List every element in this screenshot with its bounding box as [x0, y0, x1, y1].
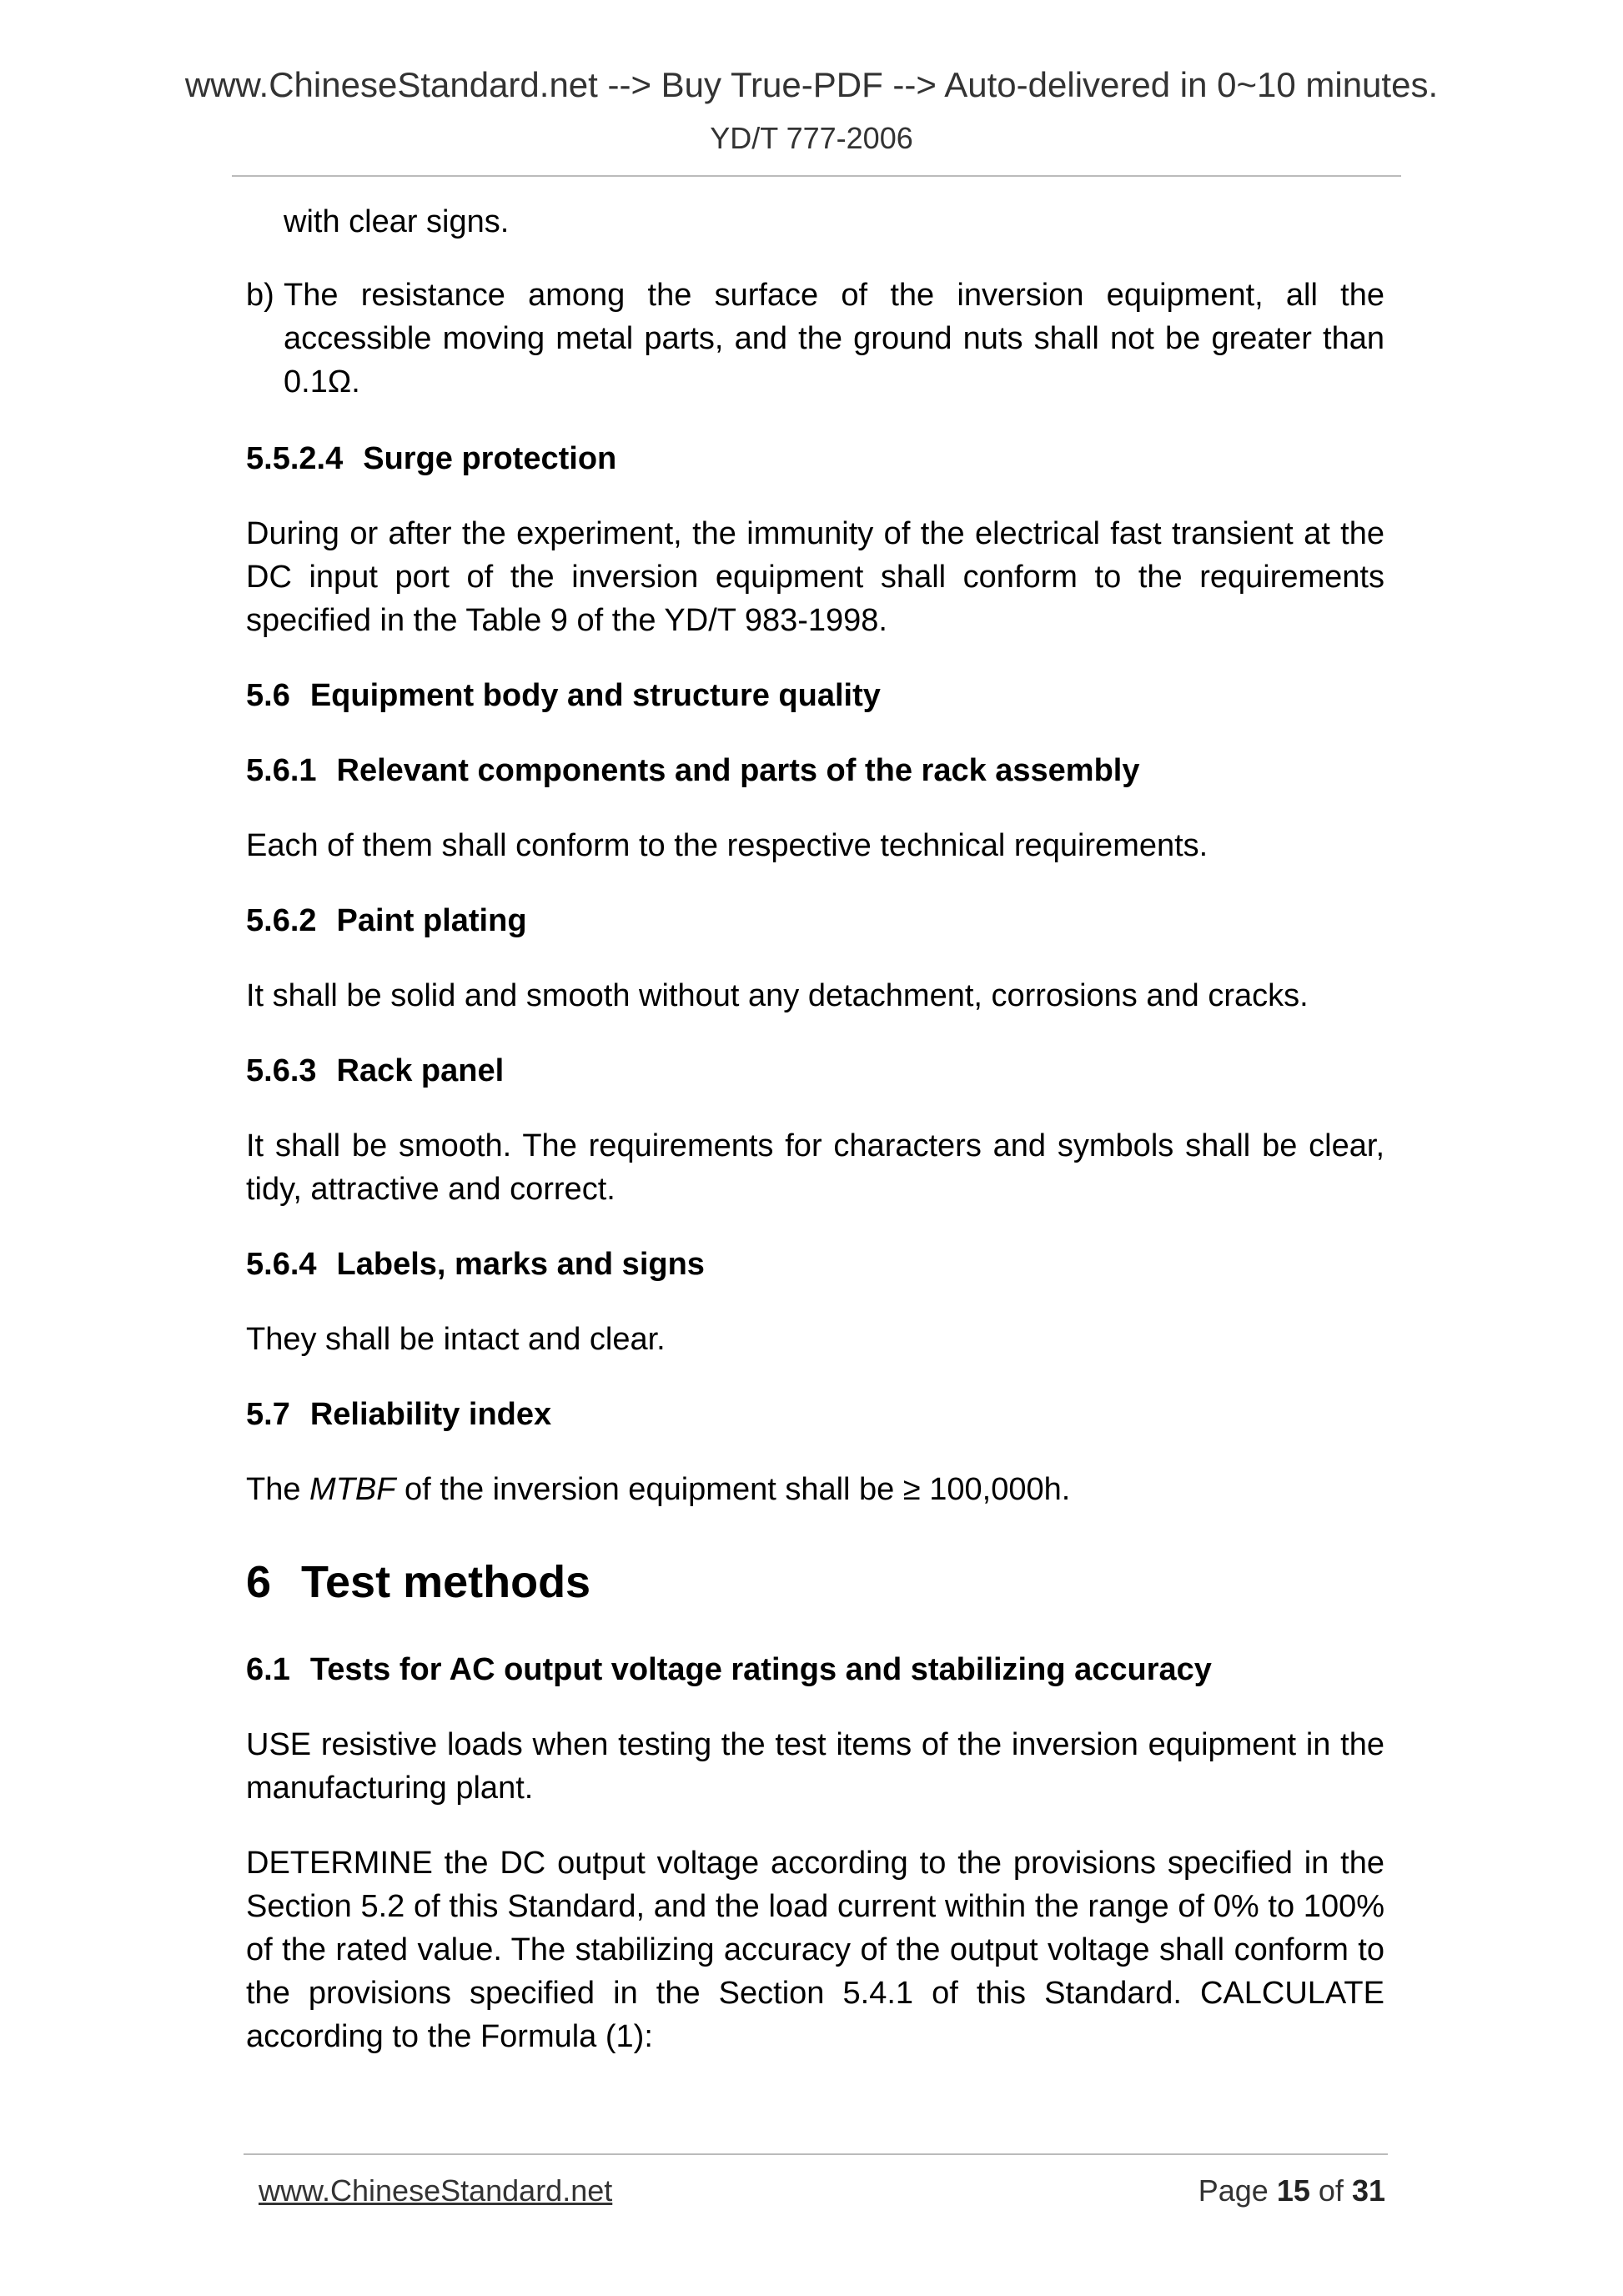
list-item-label: b) [246, 278, 274, 313]
list-item-text: The resistance among the surface of the inversion equipment, all the accessible moving metal parts, and the ground nuts shall not be greater than 0.1Ω. [284, 278, 1384, 399]
heading-5-7 [246, 1393, 1384, 1436]
section-number: 5.6.3 [246, 1053, 317, 1088]
section-title: Relevant components and parts of the rack assembly [336, 753, 1140, 788]
paragraph-5-6-4: They shall be intact and clear. [246, 1322, 666, 1357]
section-number: 5.6.1 [246, 753, 317, 788]
heading-6 [246, 1553, 1384, 1611]
paragraph-surge: During or after the experiment, the immunity of the electrical fast transient at the DC input port of the inversion equipment shall conform to the requirements specified in the Table 9 of the YD/T 983-1998. [246, 516, 1384, 638]
heading-5-6-3 [246, 1049, 1384, 1093]
paragraph-5-6-2: It shall be solid and smooth without any detachment, corrosions and cracks. [246, 978, 1309, 1013]
heading-5-5-2-4 [246, 437, 1384, 480]
section-title: Labels, marks and signs [336, 1247, 705, 1282]
term-mtbf: MTBF [309, 1472, 396, 1507]
heading-5-6-1 [246, 749, 1384, 792]
section-number: 5.6 [246, 678, 290, 713]
paragraph-6-1-b: DETERMINE the DC output voltage according to the provisions specified in the Section 5.2 of this Standard, and the load current within the range of 0% to 100% of the rated value. The stabilizing accuracy of the output voltage shall conform to the provisions specified in the Section 5.4.1 of this Standard. CALCULATE according to the Formula (1): [246, 1846, 1384, 2054]
list-item-b [246, 274, 1384, 404]
page-total: 31 [1351, 2173, 1385, 2208]
section-number: 5.7 [246, 1397, 290, 1432]
section-title: Rack panel [336, 1053, 505, 1088]
page-current: 15 [1276, 2173, 1310, 2208]
heading-5-6-2 [246, 899, 1384, 942]
page-of: of [1318, 2173, 1344, 2208]
paragraph-5-6-1: Each of them shall conform to the respective technical requirements. [246, 828, 1208, 863]
section-title: Equipment body and structure quality [309, 678, 881, 713]
header-banner: www.ChineseStandard.net --> Buy True-PDF --> Auto-delivered in 0~10 minutes. [184, 65, 1439, 104]
paragraph-5-6-3: It shall be smooth. The requirements for characters and symbols shall be clear, tidy, attractive and correct. [246, 1128, 1384, 1207]
page-number [1198, 2173, 1385, 2208]
paragraph-5-7 [246, 1468, 1384, 1511]
page-word: Page [1198, 2173, 1269, 2208]
section-number: 6.1 [246, 1652, 290, 1687]
page-content [246, 200, 1384, 2090]
heading-6-1 [246, 1648, 1384, 1691]
footer-link[interactable]: www.ChineseStandard.net [259, 2173, 613, 2208]
section-number: 6 [246, 1557, 272, 1607]
document-id: YD/T 777-2006 [710, 121, 913, 155]
paragraph-6-1-a: USE resistive loads when testing the test items of the inversion equipment in the manufacturing plant. [246, 1727, 1384, 1806]
section-title: Surge protection [363, 441, 617, 476]
section-number: 5.6.2 [246, 903, 317, 938]
section-number: 5.6.4 [246, 1247, 317, 1282]
header-divider [232, 175, 1401, 177]
text-run: of the inversion equipment shall be ≥ 100,000h. [395, 1472, 1071, 1507]
section-number: 5.5.2.4 [246, 441, 344, 476]
text-run: The [246, 1472, 310, 1507]
footer-divider [244, 2153, 1388, 2155]
heading-5-6-4 [246, 1243, 1384, 1286]
continuation-text: with clear signs. [284, 204, 510, 239]
section-title: Tests for AC output voltage ratings and stabilizing accuracy [309, 1652, 1212, 1687]
section-title: Reliability index [309, 1397, 552, 1432]
section-title: Test methods [301, 1557, 591, 1607]
section-title: Paint plating [336, 903, 527, 938]
heading-5-6 [246, 674, 1384, 717]
